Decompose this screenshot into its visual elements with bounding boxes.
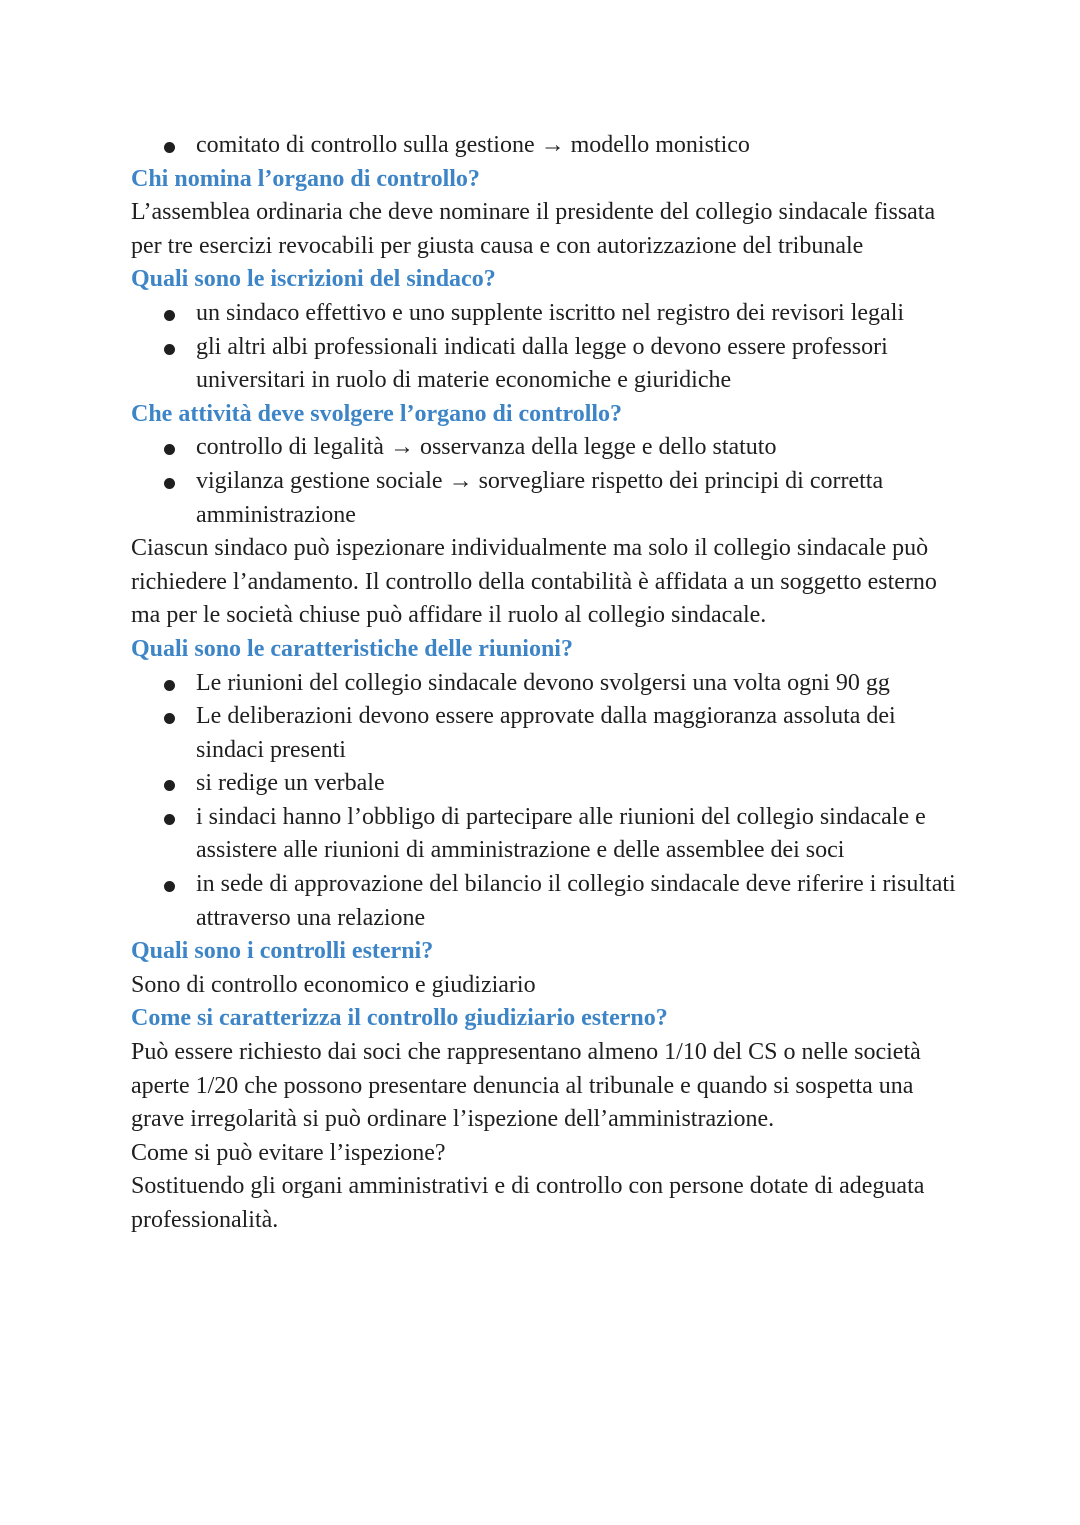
- list-item-text: comitato di controllo sulla gestione → modello monistico: [196, 132, 750, 158]
- bullet-list: [131, 129, 961, 163]
- document-page: [131, 129, 961, 1238]
- question-heading: Come si caratterizza il controllo giudiziario esterno?: [131, 1005, 668, 1032]
- list-item-text: un sindaco effettivo e uno supplente iscritto nel registro dei revisori legali: [196, 299, 905, 326]
- paragraph: Può essere richiesto dai soci che rappresentano almeno 1/10 del CS o nelle società aperte 1/20 che possono presentare denuncia al tribunale e quando si sospetta una grave irregolarità si può ordinare l’ispezione dell’amministrazione.: [131, 1039, 921, 1133]
- bullet-icon: [164, 780, 175, 791]
- list-item: [196, 331, 961, 398]
- list-item: [196, 667, 961, 701]
- list-item: [196, 767, 961, 801]
- bullet-list: [131, 667, 961, 936]
- paragraph: Ciascun sindaco può ispezionare individualmente ma solo il collegio sindacale può richiedere l’andamento. Il controllo della contabilità è affidata a un soggetto esterno ma per le società chiuse può affidare il ruolo al collegio sindacale.: [131, 535, 937, 629]
- question-heading: Che attività deve svolgere l’organo di controllo?: [131, 400, 623, 427]
- paragraph: L’assemblea ordinaria che deve nominare il presidente del collegio sindacale fissata per tre esercizi revocabili per giusta causa e con autorizzazione del tribunale: [131, 199, 936, 259]
- list-item-text: vigilanza gestione sociale → sorvegliare rispetto dei principi di corretta amministrazione: [196, 467, 884, 528]
- list-item-text: in sede di approvazione del bilancio il collegio sindacale deve riferire i risultati attraverso una relazione: [196, 871, 956, 931]
- paragraph: Sono di controllo economico e giudiziario: [131, 971, 536, 998]
- list-item-text: i sindaci hanno l’obbligo di partecipare alle riunioni del collegio sindacale e assistere alle riunioni di amministrazione e delle assemblee dei soci: [196, 803, 926, 864]
- question-heading: Chi nomina l’organo di controllo?: [131, 165, 480, 192]
- bullet-icon: [164, 713, 175, 724]
- bullet-icon: [164, 881, 175, 892]
- paragraph: Come si può evitare l’ispezione?: [131, 1139, 446, 1166]
- bullet-icon: [164, 344, 175, 355]
- list-item: [196, 700, 961, 767]
- list-item-text: si redige un verbale: [196, 770, 385, 797]
- list-item-text: Le deliberazioni devono essere approvate dalla maggioranza assoluta dei sindaci presenti: [196, 703, 896, 763]
- list-item-text: Le riunioni del collegio sindacale devono svolgersi una volta ogni 90 gg: [196, 669, 890, 696]
- bullet-icon: [164, 478, 175, 489]
- list-item: [196, 465, 961, 532]
- bullet-icon: [164, 444, 175, 455]
- bullet-list: [131, 297, 961, 398]
- bullet-icon: [164, 310, 175, 321]
- bullet-icon: [164, 814, 175, 825]
- list-item: [196, 129, 961, 163]
- paragraph: Sostituendo gli organi amministrativi e di controllo con persone dotate di adeguata professionalità.: [131, 1173, 925, 1233]
- list-item: [196, 297, 961, 331]
- bullet-list: [131, 431, 961, 532]
- question-heading: Quali sono i controlli esterni?: [131, 938, 434, 965]
- list-item: [196, 868, 961, 935]
- list-item: [196, 431, 961, 465]
- question-heading: Quali sono le caratteristiche delle riunioni?: [131, 635, 573, 662]
- list-item-text: controllo di legalità → osservanza della legge e dello statuto: [196, 434, 777, 461]
- bullet-icon: [164, 680, 175, 691]
- bullet-icon: [164, 142, 175, 153]
- question-heading: Quali sono le iscrizioni del sindaco?: [131, 266, 496, 293]
- list-item: [196, 801, 961, 868]
- list-item-text: gli altri albi professionali indicati dalla legge o devono essere professori universitari in ruolo di materie economiche e giuridiche: [196, 333, 888, 394]
